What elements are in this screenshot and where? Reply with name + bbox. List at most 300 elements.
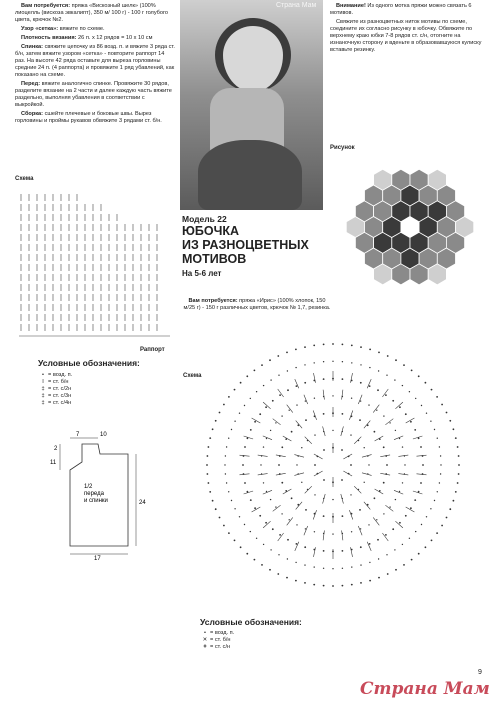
dim-7: 7 bbox=[76, 432, 80, 438]
motif-chain-dot bbox=[279, 534, 281, 536]
motif-chain-dot bbox=[269, 359, 271, 361]
motif-chain-dot bbox=[332, 585, 334, 587]
motif-stitch bbox=[406, 507, 415, 512]
motif-stitch bbox=[295, 542, 299, 551]
motif-chain-dot bbox=[314, 434, 315, 435]
model-title-line3: МОТИВОВ bbox=[182, 252, 247, 266]
motif-stitch bbox=[349, 510, 352, 519]
motif-stitch bbox=[276, 455, 286, 457]
dim-10: 10 bbox=[100, 432, 107, 438]
motif-chain-dot bbox=[453, 428, 455, 430]
motif-chain-dot bbox=[342, 550, 344, 552]
motif-chain-dot bbox=[387, 573, 389, 575]
motif-stitch bbox=[276, 473, 286, 475]
dim-2: 2 bbox=[54, 446, 58, 452]
motif-chain-dot bbox=[296, 385, 298, 387]
motif-stitch bbox=[314, 454, 323, 459]
motif-chain-dot bbox=[386, 464, 388, 466]
motif-chain-dot bbox=[260, 464, 261, 465]
motif-chain-dot bbox=[376, 410, 377, 411]
model-title-line2: ИЗ РАЗНОЦВЕТНЫХ bbox=[182, 238, 309, 252]
motif-chain-dot bbox=[215, 420, 217, 422]
legend-left-item bbox=[38, 372, 178, 379]
motif-stitch bbox=[394, 490, 403, 494]
motif-stitch bbox=[349, 411, 352, 420]
motif-chain-dot bbox=[418, 375, 420, 377]
motif-chain-dot bbox=[364, 447, 365, 448]
legend-left-text: = ст. б/н bbox=[48, 379, 69, 385]
motif-chain-dot bbox=[207, 473, 209, 475]
motif-chain-dot bbox=[404, 464, 405, 465]
motif-stitch bbox=[244, 491, 254, 494]
motif-chain-dot bbox=[289, 519, 290, 520]
model-age: На 5-6 лет bbox=[182, 269, 222, 278]
motif-stitch bbox=[283, 489, 292, 494]
motif-stitch bbox=[240, 474, 250, 475]
legend-left-items bbox=[38, 372, 178, 407]
motif-chain-dot bbox=[261, 364, 263, 366]
motif-stitch bbox=[373, 405, 379, 413]
motif-chain-dot bbox=[368, 464, 369, 465]
motif-chain-dot bbox=[305, 400, 306, 401]
motif-chain-dot bbox=[240, 382, 242, 384]
legend-right-item bbox=[200, 637, 380, 644]
back-label: Спинка: bbox=[21, 44, 44, 50]
motif-chain-dot bbox=[278, 375, 279, 376]
motif-stitch bbox=[295, 379, 299, 388]
motif-chain-dot bbox=[434, 500, 435, 501]
motif-chain-dot bbox=[314, 566, 315, 567]
motif-stitch bbox=[273, 505, 281, 511]
motif-chain-dot bbox=[296, 524, 297, 525]
model-photo bbox=[180, 0, 323, 210]
legend-right-item bbox=[200, 644, 380, 651]
legend-right-symbol: • bbox=[204, 630, 206, 636]
assembly-text: сшейте плечевые и боковые швы. Вырез горловины и проймы рукавов обвяжите 3 рядами ст. б/н. bbox=[15, 111, 162, 124]
motif-chain-dot bbox=[360, 364, 361, 365]
brand-watermark: Страна Мам bbox=[360, 679, 490, 699]
motif-chain-dot bbox=[414, 429, 416, 431]
motif-chain-dot bbox=[228, 532, 230, 534]
motif-chain-dot bbox=[385, 534, 387, 536]
net-text: вяжите по схеме. bbox=[59, 26, 105, 32]
motif-chain-dot bbox=[277, 355, 279, 357]
motif-chain-dot bbox=[341, 449, 343, 451]
motif-chain-dot bbox=[291, 497, 293, 499]
motif-chain-dot bbox=[342, 585, 344, 587]
motif-stitch bbox=[273, 419, 281, 425]
motif-chain-dot bbox=[281, 482, 283, 484]
legend-left-item bbox=[38, 379, 178, 386]
motif-stitch bbox=[364, 421, 370, 429]
motif-chain-dot bbox=[387, 355, 389, 357]
motif-chain-dot bbox=[369, 562, 370, 563]
motif-chain-dot bbox=[281, 446, 283, 448]
motif-chain-dot bbox=[278, 464, 280, 466]
motif-stitch bbox=[398, 455, 408, 456]
motif-chain-dot bbox=[360, 582, 362, 584]
motif-chain-dot bbox=[383, 513, 384, 514]
materials-label: Вам потребуется: bbox=[21, 3, 71, 9]
motif-chain-dot bbox=[323, 449, 325, 451]
motif-stitch bbox=[287, 517, 293, 525]
motif-chain-dot bbox=[323, 585, 325, 587]
motif-chain-dot bbox=[250, 398, 251, 399]
motif-chain-dot bbox=[226, 482, 227, 483]
motif-chain-dot bbox=[420, 446, 422, 448]
motif-chain-dot bbox=[323, 515, 325, 517]
motif-chain-dot bbox=[458, 455, 460, 457]
motif-chain-dot bbox=[323, 568, 324, 569]
motif-chain-dot bbox=[244, 405, 245, 406]
motif-chain-dot bbox=[332, 568, 333, 569]
motif-chain-dot bbox=[281, 513, 282, 514]
motif-chain-dot bbox=[395, 359, 397, 361]
motif-chain-dot bbox=[332, 533, 333, 534]
motif-chain-dot bbox=[289, 410, 290, 411]
motif-chain-dot bbox=[295, 580, 297, 582]
motif-chain-dot bbox=[314, 531, 315, 532]
legend-right-text: = ст. б/н bbox=[210, 637, 231, 643]
motif-chain-dot bbox=[359, 509, 361, 511]
motif-chain-dot bbox=[323, 413, 325, 415]
motif-stitch bbox=[375, 489, 384, 494]
model-title-line1: ЮБОЧКА bbox=[182, 224, 240, 238]
net-label: Узор «сетка»: bbox=[21, 26, 59, 32]
motif-chain-dot bbox=[377, 389, 379, 391]
motif-chain-dot bbox=[369, 580, 371, 582]
legend-left-symbol: ‡ bbox=[41, 393, 45, 399]
legend-left-text: = ст. с/3н bbox=[48, 393, 72, 399]
motif-chain-dot bbox=[436, 532, 438, 534]
motif-stitch bbox=[413, 491, 423, 494]
motif-chain-dot bbox=[351, 362, 352, 363]
model-number: Модель 22 bbox=[182, 214, 227, 224]
motif-chain-dot bbox=[399, 406, 401, 408]
motif-chain-dot bbox=[441, 525, 443, 527]
motif-chain-dot bbox=[409, 391, 410, 392]
motif-stitch bbox=[341, 426, 344, 436]
hexagon-figure bbox=[335, 152, 485, 302]
motif-chain-dot bbox=[350, 464, 352, 466]
motif-chain-dot bbox=[350, 494, 351, 495]
motif-chain-dot bbox=[453, 500, 455, 502]
motif-chain-dot bbox=[437, 491, 438, 492]
motif-chain-dot bbox=[383, 446, 385, 448]
motif-chain-dot bbox=[305, 528, 306, 529]
motif-chain-dot bbox=[208, 482, 210, 484]
net-grid bbox=[19, 194, 170, 336]
motif-chain-dot bbox=[244, 446, 246, 448]
motif-stitch bbox=[343, 454, 352, 459]
motif-chain-dot bbox=[246, 553, 248, 555]
legend-right-item bbox=[200, 630, 380, 637]
motif-chain-dot bbox=[399, 522, 401, 524]
motif-chain-dot bbox=[378, 558, 379, 559]
motif-stitch bbox=[394, 436, 403, 440]
motif-chain-dot bbox=[208, 446, 210, 448]
motif-chain-dot bbox=[426, 516, 427, 517]
motif-chain-dot bbox=[254, 507, 256, 509]
motif-stitch bbox=[343, 471, 352, 476]
motif-chain-dot bbox=[410, 507, 412, 509]
dim-24: 24 bbox=[139, 500, 146, 506]
motif-stitch bbox=[354, 437, 361, 444]
pattern-drawing bbox=[40, 430, 150, 560]
motif-chain-dot bbox=[304, 346, 306, 348]
motif-chain-dot bbox=[402, 446, 403, 447]
motif-chain-dot bbox=[265, 406, 267, 408]
motif-chain-dot bbox=[296, 404, 297, 405]
motif-chain-dot bbox=[228, 491, 229, 492]
motif-stitch bbox=[252, 418, 261, 423]
motif-chain-dot bbox=[399, 438, 400, 439]
motif-chain-dot bbox=[314, 464, 316, 466]
motif-chain-dot bbox=[301, 482, 302, 483]
motif-stitch bbox=[395, 521, 403, 528]
motif-chain-dot bbox=[386, 554, 387, 555]
motif-chain-dot bbox=[360, 528, 361, 529]
motif-chain-dot bbox=[263, 385, 264, 386]
legend-left-text: = ст. с/2н bbox=[48, 386, 72, 392]
motif-chain-dot bbox=[421, 524, 422, 525]
motif-chain-dot bbox=[430, 508, 431, 509]
motif-chain-dot bbox=[342, 378, 344, 380]
motif-chain-dot bbox=[395, 430, 396, 431]
motif-chain-dot bbox=[224, 464, 225, 465]
motif-chain-dot bbox=[421, 405, 422, 406]
motif-chain-dot bbox=[314, 494, 315, 495]
model-materials bbox=[182, 298, 332, 312]
motif-chain-dot bbox=[256, 538, 257, 539]
motif-diagram bbox=[183, 320, 483, 610]
motif-chain-dot bbox=[287, 539, 289, 541]
figure-label: Рисунок bbox=[330, 145, 355, 151]
motif-chain-dot bbox=[394, 379, 395, 380]
motif-chain-dot bbox=[263, 446, 264, 447]
motif-chain-dot bbox=[368, 524, 369, 525]
motif-chain-dot bbox=[418, 553, 420, 555]
motif-chain-dot bbox=[314, 398, 315, 399]
motif-chain-dot bbox=[395, 499, 396, 500]
motif-chain-dot bbox=[402, 385, 403, 386]
motif-chain-dot bbox=[378, 352, 380, 354]
motif-chain-dot bbox=[376, 519, 377, 520]
motif-chain-dot bbox=[368, 404, 369, 405]
motif-chain-dot bbox=[383, 482, 385, 484]
density-text: 26 п. х 12 рядов = 10 х 10 см bbox=[78, 35, 153, 41]
legend-left-text: = возд. п. bbox=[48, 372, 73, 378]
motif-chain-dot bbox=[378, 370, 379, 371]
motif-chain-dot bbox=[386, 375, 387, 376]
legend-right-symbol: ǂ bbox=[203, 644, 207, 650]
motif-chain-dot bbox=[212, 500, 214, 502]
motif-chain-dot bbox=[304, 364, 305, 365]
motif-stitch bbox=[342, 390, 343, 400]
motif-chain-dot bbox=[239, 516, 240, 517]
motif-chain-dot bbox=[369, 385, 371, 387]
motif-chain-dot bbox=[323, 378, 325, 380]
motif-stitch bbox=[341, 494, 344, 504]
model-materials-label: Вам потребуется: bbox=[188, 298, 238, 304]
motif-chain-dot bbox=[304, 564, 305, 565]
motif-stitch bbox=[395, 402, 403, 409]
motif-stitch bbox=[367, 379, 371, 388]
motif-stitch bbox=[323, 530, 324, 540]
motif-stitch bbox=[263, 521, 271, 528]
motif-chain-dot bbox=[455, 437, 457, 439]
motif-stitch bbox=[258, 474, 268, 475]
legend-right-items bbox=[200, 630, 380, 651]
motif-chain-dot bbox=[425, 382, 427, 384]
motif-chain-dot bbox=[234, 508, 235, 509]
motif-stitch bbox=[294, 455, 304, 458]
motif-stitch bbox=[406, 418, 415, 423]
motif-chain-dot bbox=[206, 464, 208, 466]
motif-chain-dot bbox=[415, 398, 416, 399]
net-diagram bbox=[15, 186, 180, 346]
legend-right-text: = возд. п. bbox=[210, 630, 235, 636]
motif-chain-dot bbox=[332, 430, 333, 431]
attention-text: Из одного мотка пряжи можно связать 6 мотивов. bbox=[330, 3, 472, 16]
motif-chain-dot bbox=[261, 564, 263, 566]
motif-chain-dot bbox=[458, 473, 460, 475]
motif-chain-dot bbox=[411, 370, 413, 372]
motif-chain-dot bbox=[287, 370, 288, 371]
motif-chain-dot bbox=[275, 506, 276, 507]
motif-chain-dot bbox=[272, 528, 274, 530]
legend-left-item bbox=[38, 400, 178, 407]
motif-chain-dot bbox=[342, 568, 343, 569]
motif-chain-dot bbox=[440, 464, 441, 465]
motif-stitch bbox=[323, 390, 324, 400]
motif-chain-dot bbox=[425, 546, 427, 548]
motif-stitch bbox=[375, 436, 384, 441]
motif-chain-dot bbox=[351, 566, 352, 567]
motif-chain-dot bbox=[426, 413, 427, 414]
motif-chain-dot bbox=[209, 491, 211, 493]
motif-chain-dot bbox=[275, 422, 276, 423]
motif-chain-dot bbox=[351, 584, 353, 586]
motif-chain-dot bbox=[457, 446, 459, 448]
motif-chain-dot bbox=[287, 389, 289, 391]
legend-left-symbol: I bbox=[42, 379, 44, 385]
motif-stitch bbox=[362, 473, 372, 476]
motif-chain-dot bbox=[304, 582, 306, 584]
motif-chain-dot bbox=[332, 343, 334, 345]
motif-stitch bbox=[296, 502, 302, 510]
motif-chain-dot bbox=[389, 506, 390, 507]
motif-chain-dot bbox=[342, 344, 344, 346]
motif-chain-dot bbox=[226, 446, 227, 447]
motif-chain-dot bbox=[434, 429, 435, 430]
dim-17: 17 bbox=[94, 556, 101, 560]
motif-chain-dot bbox=[295, 562, 296, 563]
motif-chain-dot bbox=[240, 546, 242, 548]
motif-chain-dot bbox=[209, 437, 211, 439]
motif-stitch bbox=[294, 473, 304, 476]
motif-chain-dot bbox=[286, 577, 288, 579]
motif-chain-dot bbox=[414, 499, 416, 501]
motif-chain-dot bbox=[234, 540, 236, 542]
motif-chain-dot bbox=[313, 584, 315, 586]
motif-chain-dot bbox=[351, 345, 353, 347]
motif-chain-dot bbox=[278, 554, 279, 555]
motif-chain-dot bbox=[395, 569, 397, 571]
legend-left-item bbox=[38, 393, 178, 400]
motif-stitch bbox=[385, 505, 393, 511]
motif-chain-dot bbox=[270, 430, 271, 431]
motif-chain-dot bbox=[360, 382, 362, 384]
motif-chain-dot bbox=[270, 549, 271, 550]
legend-left-text: = ст. с/4н bbox=[48, 400, 72, 406]
motif-chain-dot bbox=[296, 543, 298, 545]
motif-chain-dot bbox=[440, 473, 441, 474]
legend-left-symbol: ‡ bbox=[41, 400, 45, 406]
motif-chain-dot bbox=[360, 346, 362, 348]
hex-grid bbox=[346, 169, 473, 284]
photo-head bbox=[215, 18, 291, 92]
motif-chain-dot bbox=[250, 531, 251, 532]
motif-chain-dot bbox=[263, 482, 264, 483]
motif-chain-dot bbox=[246, 375, 248, 377]
motif-chain-dot bbox=[378, 577, 380, 579]
motif-chain-dot bbox=[270, 379, 271, 380]
motif-chain-dot bbox=[403, 564, 405, 566]
motif-chain-dot bbox=[332, 395, 333, 396]
left-schema-label: Схема bbox=[15, 176, 34, 182]
motif-chain-dot bbox=[305, 419, 307, 421]
motif-stitch bbox=[342, 530, 343, 540]
motif-stitch bbox=[263, 490, 272, 494]
motif-chain-dot bbox=[449, 508, 451, 510]
motif-chain-dot bbox=[332, 361, 333, 362]
motif-stitch bbox=[358, 526, 362, 535]
motif-chain-dot bbox=[225, 473, 226, 474]
motif-chain-dot bbox=[254, 421, 256, 423]
motif-chain-dot bbox=[364, 482, 365, 483]
pattern-label-2: переда bbox=[84, 491, 104, 497]
motif-chain-dot bbox=[351, 531, 352, 532]
motif-chain-dot bbox=[270, 499, 271, 500]
motif-chain-dot bbox=[272, 400, 274, 402]
motif-chain-dot bbox=[254, 559, 256, 561]
motif-stitch bbox=[263, 402, 271, 409]
motif-chain-dot bbox=[360, 564, 361, 565]
motif-chain-dot bbox=[430, 421, 431, 422]
motif-chain-dot bbox=[323, 479, 325, 481]
legend-left bbox=[38, 358, 178, 407]
top-right-instructions bbox=[330, 3, 490, 56]
motif-chain-dot bbox=[313, 345, 315, 347]
motif-chain-dot bbox=[342, 361, 343, 362]
motif-chain-dot bbox=[304, 382, 306, 384]
motif-chain-dot bbox=[440, 455, 441, 456]
motif-chain-dot bbox=[314, 362, 315, 363]
motif-chain-dot bbox=[228, 396, 230, 398]
motif-chain-dot bbox=[409, 538, 410, 539]
motif-chain-dot bbox=[394, 549, 395, 550]
motif-stitch bbox=[304, 526, 308, 535]
pattern-label-1: 1/2 bbox=[84, 484, 93, 490]
motif-chain-dot bbox=[242, 464, 244, 466]
motif-stitch bbox=[240, 455, 250, 456]
motif-chain-dot bbox=[254, 370, 256, 372]
motif-chain-dot bbox=[295, 349, 297, 351]
motif-chain-dot bbox=[457, 482, 459, 484]
motif-chain-dot bbox=[431, 389, 433, 391]
motif-chain-dot bbox=[244, 482, 246, 484]
